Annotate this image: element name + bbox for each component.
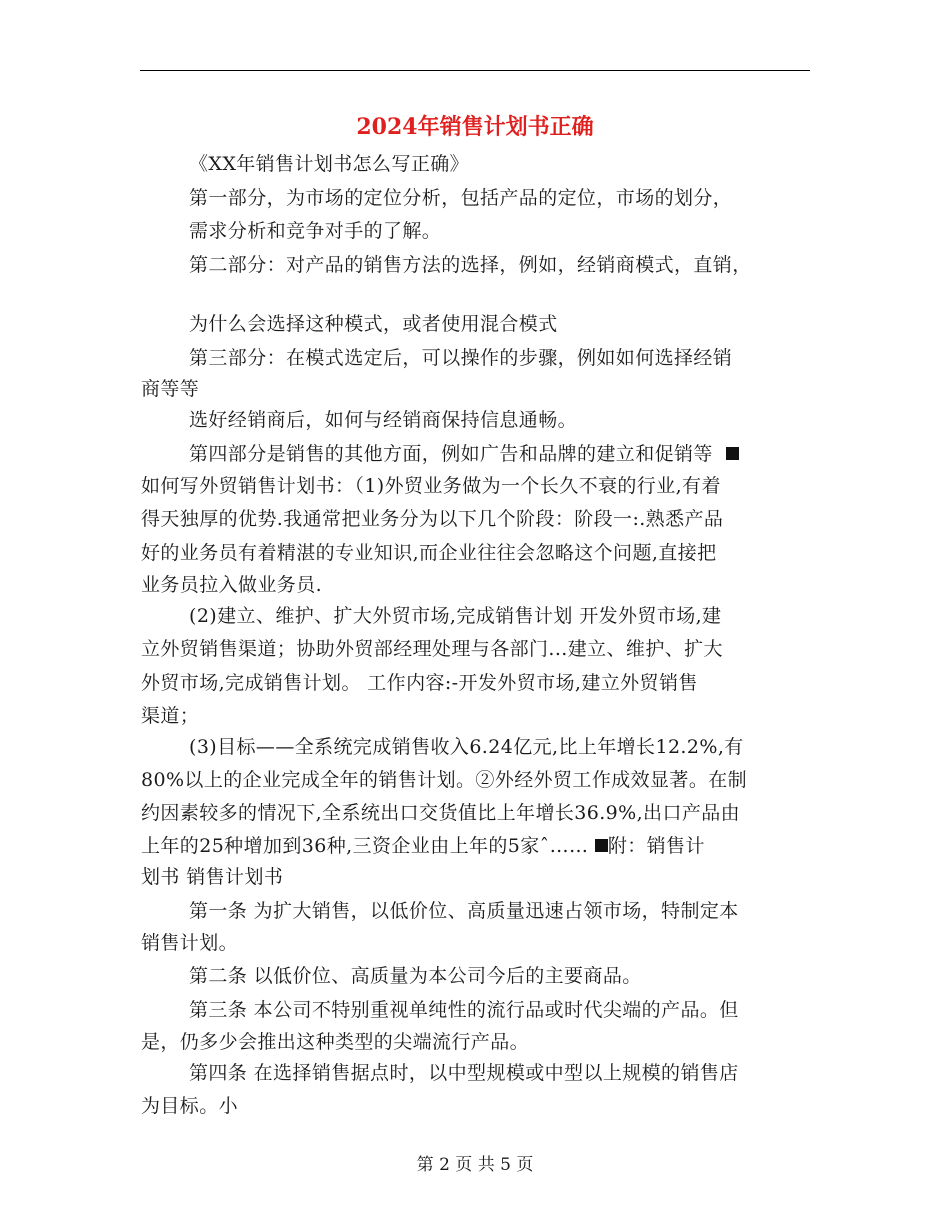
body-line: 如何写外贸销售计划书：（1)外贸业务做为一个长久不衰的行业,有着 xyxy=(141,475,721,497)
body-line: 第三条 本公司不特别重视单纯性的流行品或时代尖端的产品。但 xyxy=(189,999,739,1021)
square-bullet-icon xyxy=(726,447,739,460)
page-number: 第 2 页 共 5 页 xyxy=(416,1155,534,1175)
body-line: 需求分析和竞争对手的了解。 xyxy=(189,220,442,242)
body-line-text: 上年的25种增加到36种,三资企业由上年的5家ˆ…… xyxy=(141,835,589,857)
body-line: (3)目标——全系统完成销售收入6.24亿元,比上年增长12.2%,有 xyxy=(189,736,744,758)
header-rule xyxy=(140,70,810,71)
body-line: 选好经销商后，如何与经销商保持信息通畅。 xyxy=(189,409,578,431)
body-line: 立外贸销售渠道；协助外贸部经理处理与各部门...建立、维护、扩大 xyxy=(141,638,723,660)
body-line: 好的业务员有着精湛的专业知识,而企业往往会忽略这个问题,直接把 xyxy=(141,542,717,564)
body-line: 销售计划。 xyxy=(141,932,239,954)
body-line: 第一条 为扩大销售，以低价位、高质量迅速占领市场，特制定本 xyxy=(189,900,739,922)
document-title: 2024年销售计划书正确 xyxy=(356,114,594,140)
body-line xyxy=(141,834,705,858)
body-line: 80%以上的企业完成全年的销售计划。②外经外贸工作成效显著。在制 xyxy=(141,769,748,791)
body-line xyxy=(189,442,739,466)
body-line: 第二部分：对产品的销售方法的选择，例如，经销商模式，直销， xyxy=(189,254,752,276)
body-line: 第一部分，为市场的定位分析，包括产品的定位，市场的划分， xyxy=(189,187,733,209)
body-line: 为目标。小 xyxy=(141,1095,239,1117)
body-line: 业务员拉入做业务员. xyxy=(141,574,323,596)
body-line: 商等等 xyxy=(141,378,200,400)
body-line-text: 附：销售计 xyxy=(607,835,705,857)
body-line: 渠道； xyxy=(141,705,200,727)
body-line: 外贸市场,完成销售计划。 工作内容:-开发外贸市场,建立外贸销售 xyxy=(141,672,698,694)
body-line: 划书 销售计划书 xyxy=(141,866,284,888)
body-line-text: 第四部分是销售的其他方面，例如广告和品牌的建立和促销等 xyxy=(189,443,713,465)
body-line: 得天独厚的优势.我通常把业务分为以下几个阶段：阶段一:.熟悉产品 xyxy=(141,508,724,530)
body-line: 为什么会选择这种模式，或者使用混合模式 xyxy=(189,313,558,335)
body-line: (2)建立、维护、扩大外贸市场,完成销售计划 开发外贸市场,建 xyxy=(189,605,722,627)
subtitle-line: 《XX年销售计划书怎么写正确》 xyxy=(189,153,470,175)
body-line: 是，仍多少会推出这种类型的尖端流行产品。 xyxy=(141,1031,530,1053)
square-bullet-icon xyxy=(595,839,608,852)
body-line: 约因素较多的情况下,全系统出口交货值比上年增长36.9%,出口产品由 xyxy=(141,802,741,824)
body-line: 第二条 以低价位、高质量为本公司今后的主要商品。 xyxy=(189,965,642,987)
body-line: 第四条 在选择销售据点时，以中型规模或中型以上规模的销售店 xyxy=(189,1062,739,1084)
body-line: 第三部分：在模式选定后，可以操作的步骤，例如如何选择经销 xyxy=(189,347,733,369)
